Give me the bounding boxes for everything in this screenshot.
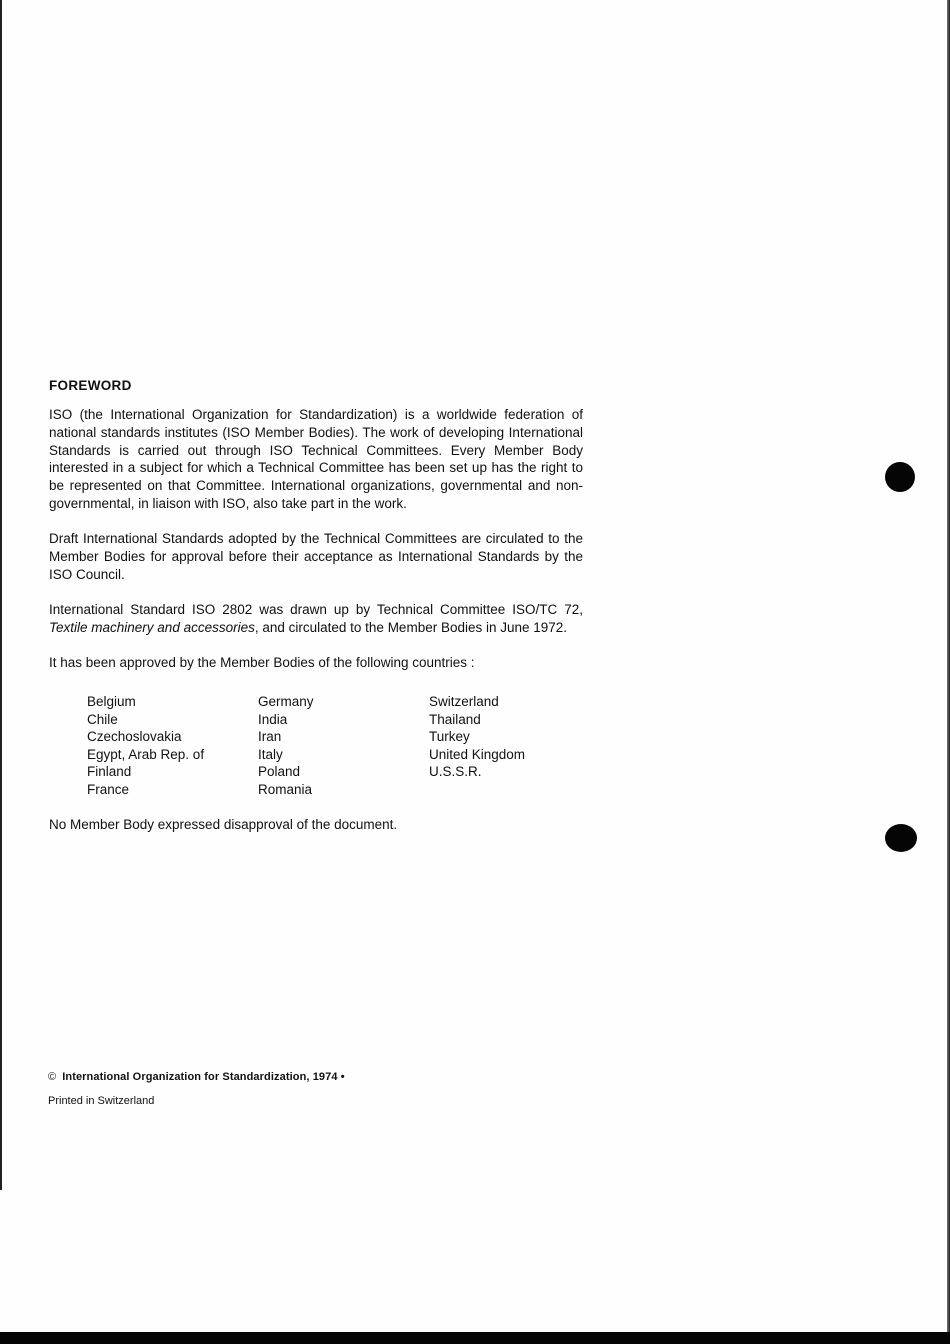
disapproval-statement: No Member Body expressed disapproval of the document. bbox=[49, 817, 398, 833]
countries-column-1 bbox=[87, 693, 258, 798]
foreword-section bbox=[49, 378, 583, 851]
punch-hole-icon bbox=[885, 462, 915, 492]
paragraph-iso-2802-start: International Standard ISO 2802 was drawn up by Technical Committee ISO/TC 72, bbox=[49, 602, 583, 618]
page-footer bbox=[48, 1071, 345, 1107]
country-item: Finland bbox=[87, 764, 132, 780]
country-item: France bbox=[87, 781, 130, 797]
approval-intro: It has been approved by the Member Bodies of the following countries : bbox=[49, 655, 475, 671]
country-item: Czechoslovakia bbox=[87, 729, 182, 745]
paragraph-draft-standards: Draft International Standards adopted by the Technical Committees are circulated to the Member Bodies for approval before their acceptance as International Standards by the ISO Council. bbox=[49, 531, 583, 582]
country-item: Belgium bbox=[87, 694, 136, 710]
countries-column-3 bbox=[429, 693, 600, 798]
printed-location: Printed in Switzerland bbox=[48, 1095, 155, 1107]
scan-left-edge bbox=[0, 0, 2, 1190]
copyright-text: International Organization for Standardization, 1974 • bbox=[62, 1071, 345, 1083]
country-item: Switzerland bbox=[429, 694, 499, 710]
country-item: Romania bbox=[258, 781, 313, 797]
country-item: Iran bbox=[258, 729, 282, 745]
scan-bottom-edge bbox=[0, 1332, 950, 1344]
paragraph-iso-description: ISO (the International Organization for Standardization) is a worldwide federation of national standards institutes (ISO Member Bodies). The work of developing International Standards is carried out through ISO Technical Committees. Every Member Body interested in a subject for which a Technical Committee has been set up has the right to be represented on that Committee. International organizations, governmental and non-governmental, in liaison with ISO, also take part in the work. bbox=[49, 407, 583, 511]
copyright-icon: © bbox=[48, 1071, 57, 1083]
paragraph-iso-2802 bbox=[49, 601, 583, 637]
country-item: Germany bbox=[258, 694, 314, 710]
country-item: Thailand bbox=[429, 711, 481, 727]
country-item: United Kingdom bbox=[429, 746, 526, 762]
committee-title: Textile machinery and accessories bbox=[49, 619, 255, 635]
foreword-heading: FOREWORD bbox=[49, 378, 132, 393]
country-item: India bbox=[258, 711, 288, 727]
countries-list bbox=[87, 693, 583, 798]
copyright-line bbox=[48, 1071, 345, 1083]
country-item: Turkey bbox=[429, 729, 470, 745]
country-item: Italy bbox=[258, 746, 283, 762]
country-item: U.S.S.R. bbox=[429, 764, 482, 780]
punch-hole-icon bbox=[885, 824, 917, 852]
paragraph-iso-2802-end: , and circulated to the Member Bodies in June 1972. bbox=[254, 619, 568, 635]
countries-column-2 bbox=[258, 693, 429, 798]
country-item: Poland bbox=[258, 764, 301, 780]
country-item: Chile bbox=[87, 711, 118, 727]
country-item: Egypt, Arab Rep. of bbox=[87, 746, 205, 762]
